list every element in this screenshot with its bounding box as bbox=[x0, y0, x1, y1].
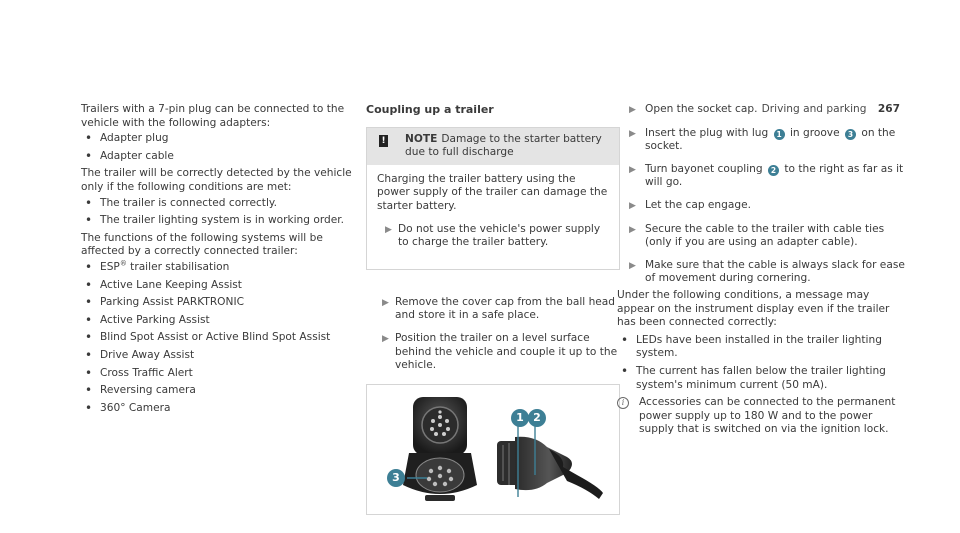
callout-1-marker: 1 bbox=[511, 409, 529, 427]
page-number: 267 bbox=[877, 103, 900, 115]
step-item bbox=[617, 199, 905, 214]
list-item: • Reversing camera bbox=[81, 384, 356, 398]
arrow-right-icon: ▶ bbox=[385, 224, 392, 235]
note-head-text: Damage to the starter battery due to full discharge bbox=[405, 132, 602, 159]
note-header bbox=[367, 128, 619, 165]
list-item: • LEDs have been installed in the trailer lighting system. bbox=[617, 334, 905, 361]
step-item bbox=[376, 332, 620, 373]
socket-drawing bbox=[403, 397, 477, 501]
arrow-right-icon: ▶ bbox=[629, 224, 636, 235]
arrow-right-icon: ▶ bbox=[629, 260, 636, 271]
note-label: NOTE bbox=[405, 132, 438, 145]
list-item: • Blind Spot Assist or Active Blind Spot Assist bbox=[81, 331, 356, 345]
column-1 bbox=[81, 103, 356, 419]
info-note bbox=[617, 396, 905, 437]
step-text: Position the trailer on a level surface behind the vehicle and couple it up to the vehicle. bbox=[395, 331, 618, 372]
arrow-right-icon: ▶ bbox=[629, 128, 636, 139]
step-list bbox=[366, 296, 620, 373]
step-text: Secure the cable to the trailer with cable ties (only if you are using an adapter cable). bbox=[645, 222, 885, 249]
list-item: • Cross Traffic Alert bbox=[81, 367, 356, 381]
step-text: Let the cap engage. bbox=[645, 198, 751, 211]
list-item: • The trailer lighting system is in working order. bbox=[81, 214, 356, 228]
step-item bbox=[376, 296, 620, 323]
message-condition-list bbox=[617, 334, 905, 392]
arrow-right-icon: ▶ bbox=[629, 200, 636, 211]
list-item: • Active Lane Keeping Assist bbox=[81, 279, 356, 293]
callout-3-marker: 3 bbox=[845, 129, 856, 140]
plug-drawing bbox=[497, 436, 603, 498]
warning-icon: ! bbox=[379, 135, 388, 147]
list-item: • The current has fallen below the trailer lighting system's minimum current (50 mA). bbox=[617, 365, 905, 392]
step-item bbox=[617, 103, 905, 118]
esp-name: ESP bbox=[100, 260, 120, 273]
section-heading: Coupling up a trailer bbox=[366, 103, 494, 116]
list-item: • Active Parking Assist bbox=[81, 314, 356, 328]
detect-text: The trailer will be correctly detected by the vehicle only if the following conditions are met: bbox=[81, 167, 352, 193]
list-item: • Drive Away Assist bbox=[81, 349, 356, 363]
socket-illustration bbox=[367, 385, 620, 515]
step-text: Open the socket cap. bbox=[645, 103, 758, 115]
note-body bbox=[367, 165, 619, 269]
step-text: Make sure that the cable is always slack for ease of movement during cornering. bbox=[645, 258, 905, 285]
esp-rest: trailer stabilisation bbox=[126, 260, 230, 273]
note-action-text: Do not use the vehicle's power supply to charge the trailer battery. bbox=[398, 222, 601, 249]
arrow-right-icon: ▶ bbox=[382, 297, 389, 308]
step-text: Remove the cover cap from the ball head and store it in a safe place. bbox=[395, 295, 616, 322]
column-3 bbox=[617, 103, 905, 437]
systems-list bbox=[81, 261, 356, 415]
step-item bbox=[617, 259, 905, 286]
column-2 bbox=[366, 103, 620, 515]
list-item-esp bbox=[81, 261, 356, 275]
note-body-text: Charging the trailer battery using the power supply of the trailer can damage the starter battery. bbox=[377, 172, 608, 212]
info-icon: i bbox=[617, 397, 629, 409]
info-text: Accessories can be connected to the permanent power supply up to 180 W and to the power supply that is switched on via the ignition lock. bbox=[639, 396, 896, 436]
list-item: • The trailer is connected correctly. bbox=[81, 197, 356, 211]
step-text: to the right as far as it will go. bbox=[645, 162, 904, 189]
list-item: • Adapter plug bbox=[81, 132, 356, 146]
step-item bbox=[617, 127, 905, 154]
intro-text: Trailers with a 7-pin plug can be connected to the vehicle with the following adapters: bbox=[81, 103, 345, 129]
arrow-right-icon: ▶ bbox=[629, 105, 636, 115]
callout-1-marker: 1 bbox=[774, 129, 785, 140]
step-text: Insert the plug with lug bbox=[645, 126, 769, 139]
list-item: • Parking Assist PARKTRONIC bbox=[81, 296, 356, 310]
step-text: in groove bbox=[789, 126, 840, 139]
section-title: Driving and parking bbox=[761, 103, 867, 115]
arrow-right-icon: ▶ bbox=[629, 164, 636, 175]
callout-2-marker: 2 bbox=[528, 409, 546, 427]
callout-2-marker: 2 bbox=[768, 165, 779, 176]
message-text: Under the following conditions, a message may appear on the instrument display even if the trailer has been connected correctly: bbox=[617, 288, 890, 329]
callout-3-marker: 3 bbox=[387, 469, 405, 487]
step-item bbox=[617, 223, 905, 250]
step-item bbox=[617, 163, 905, 190]
note-action bbox=[377, 223, 609, 250]
arrow-right-icon: ▶ bbox=[382, 333, 389, 344]
adapter-list bbox=[81, 132, 356, 163]
socket-figure bbox=[366, 384, 620, 515]
list-item: • Adapter cable bbox=[81, 150, 356, 164]
step-text: Turn bayonet coupling bbox=[645, 162, 763, 175]
functions-text: The functions of the following systems will be affected by a correctly connected trailer: bbox=[81, 231, 323, 258]
registered-mark: ® bbox=[119, 259, 127, 268]
note-box bbox=[366, 127, 620, 270]
step-text: on the socket. bbox=[645, 126, 896, 153]
condition-list bbox=[81, 197, 356, 228]
list-item: • 360° Camera bbox=[81, 402, 356, 416]
